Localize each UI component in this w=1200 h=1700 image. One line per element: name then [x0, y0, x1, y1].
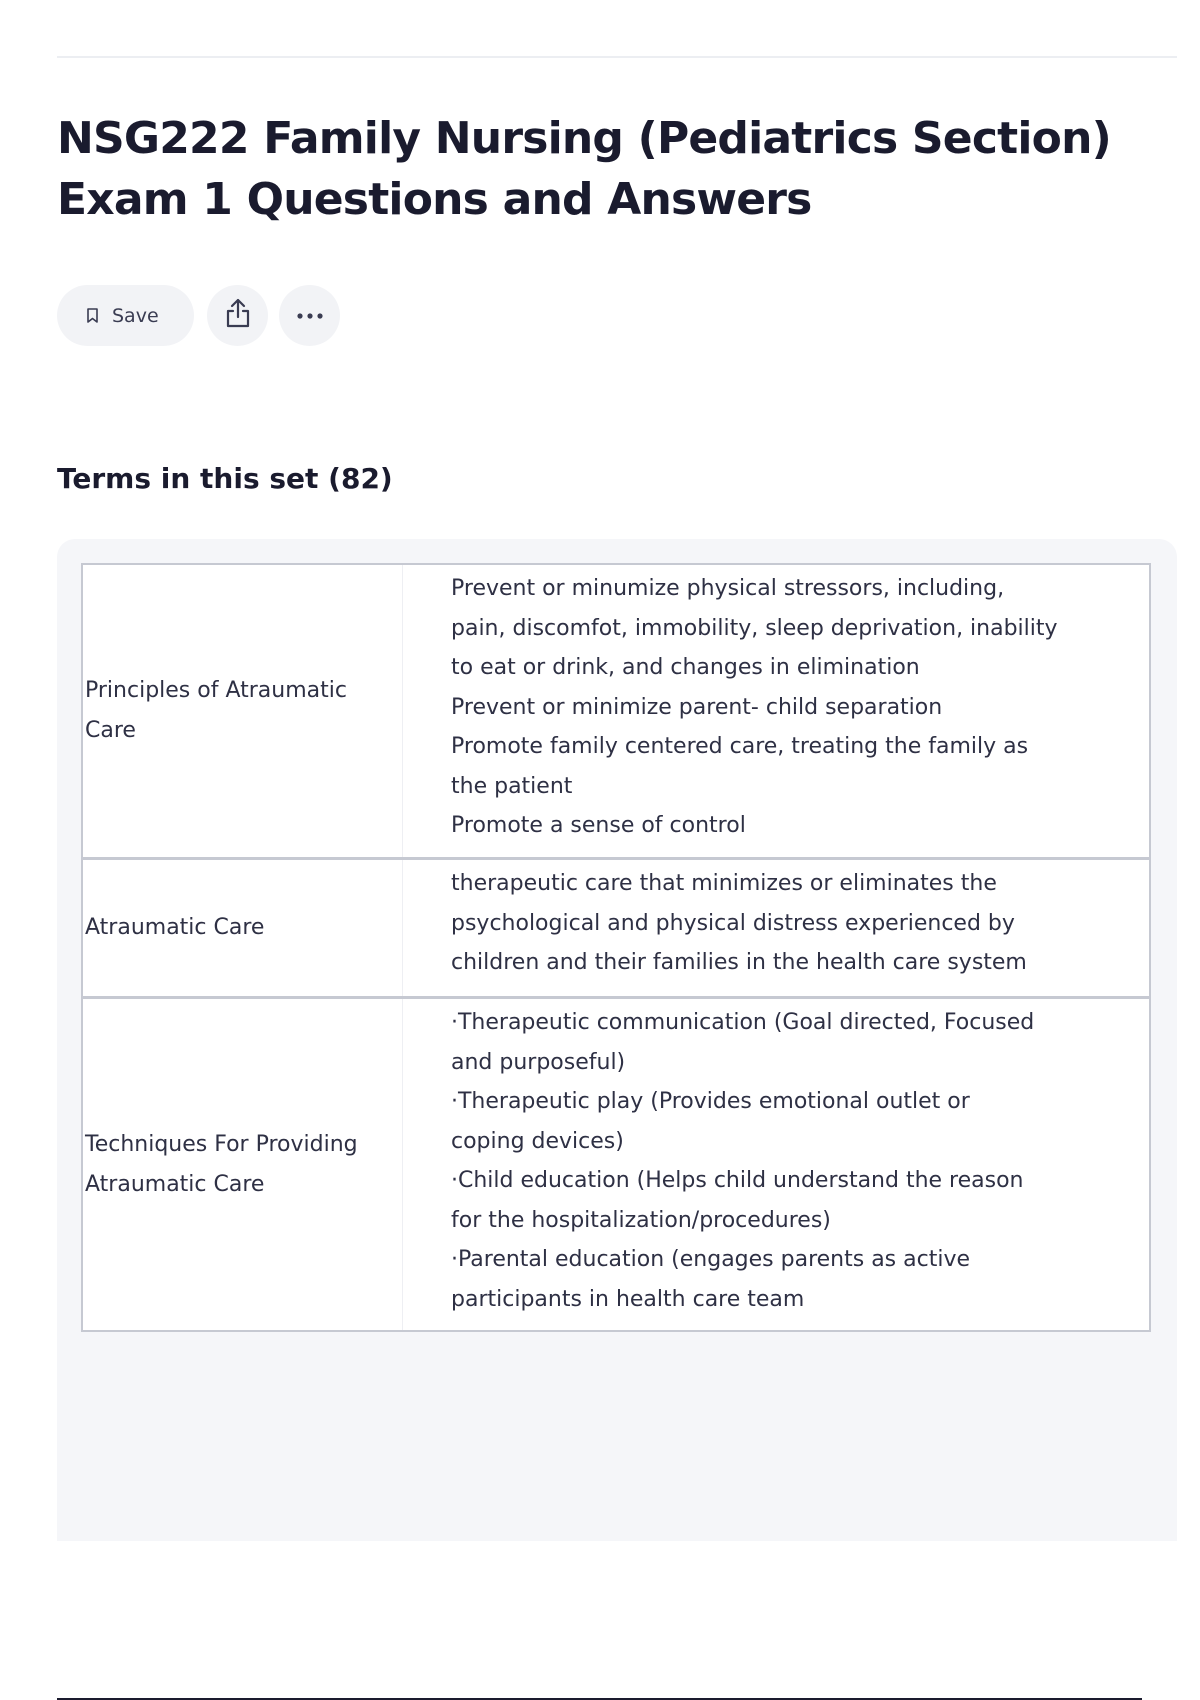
save-button-label: Save [112, 304, 159, 327]
definition-line: ·Therapeutic communication (Goal directed, Focused [451, 1010, 1035, 1035]
terms-panel [57, 539, 1177, 1541]
action-bar [57, 285, 340, 346]
page-title: NSG222 Family Nursing (Pediatrics Section) Exam 1 Questions and Answers [57, 113, 1111, 225]
definition-line: to eat or drink, and changes in elimination [451, 655, 920, 680]
definition-line: therapeutic care that minimizes or eliminates the [451, 871, 997, 896]
term-label: Techniques For Providing Atraumatic Care [83, 999, 403, 1330]
term-row [83, 996, 1149, 1330]
more-options-button[interactable] [279, 285, 340, 346]
bookmark-icon [87, 308, 98, 323]
more-horizontal-icon [296, 307, 324, 325]
definition-line: participants in health care team [451, 1286, 805, 1312]
definition-line: Promote family centered care, treating the family as [451, 734, 1029, 759]
term-definition [403, 860, 1149, 996]
definition-line: Prevent or minumize physical stressors, including, [451, 576, 1005, 601]
term-definition [403, 999, 1149, 1330]
save-button[interactable] [57, 285, 194, 346]
term-label: Atraumatic Care [83, 860, 403, 996]
terms-table [81, 563, 1151, 1332]
definition-line: the patient [451, 773, 573, 799]
top-divider [57, 56, 1177, 58]
share-button[interactable] [207, 285, 268, 346]
terms-heading: Terms in this set (82) [57, 462, 393, 495]
definition-line: ·Child education (Helps child understand the reason [451, 1168, 1024, 1193]
term-definition [403, 565, 1149, 857]
share-icon [224, 297, 252, 334]
definition-line: coping devices) [451, 1128, 624, 1154]
definition-line: Prevent or minimize parent- child separation [451, 694, 943, 720]
definition-line: ·Therapeutic play (Provides emotional outlet or [451, 1089, 970, 1114]
term-row [83, 857, 1149, 996]
definition-line: Promote a sense of control [451, 813, 746, 838]
definition-line: pain, discomfot, immobility, sleep deprivation, inability [451, 615, 1058, 641]
term-row [83, 565, 1149, 857]
definition-line: ·Parental education (engages parents as active [451, 1247, 970, 1272]
definition-line: for the hospitalization/procedures) [451, 1207, 831, 1233]
definition-line: and purposeful) [451, 1049, 626, 1075]
definition-line: psychological and physical distress experienced by [451, 910, 1015, 936]
term-label: Principles of Atraumatic Care [83, 565, 403, 857]
definition-line: children and their families in the health care system [451, 950, 1027, 975]
